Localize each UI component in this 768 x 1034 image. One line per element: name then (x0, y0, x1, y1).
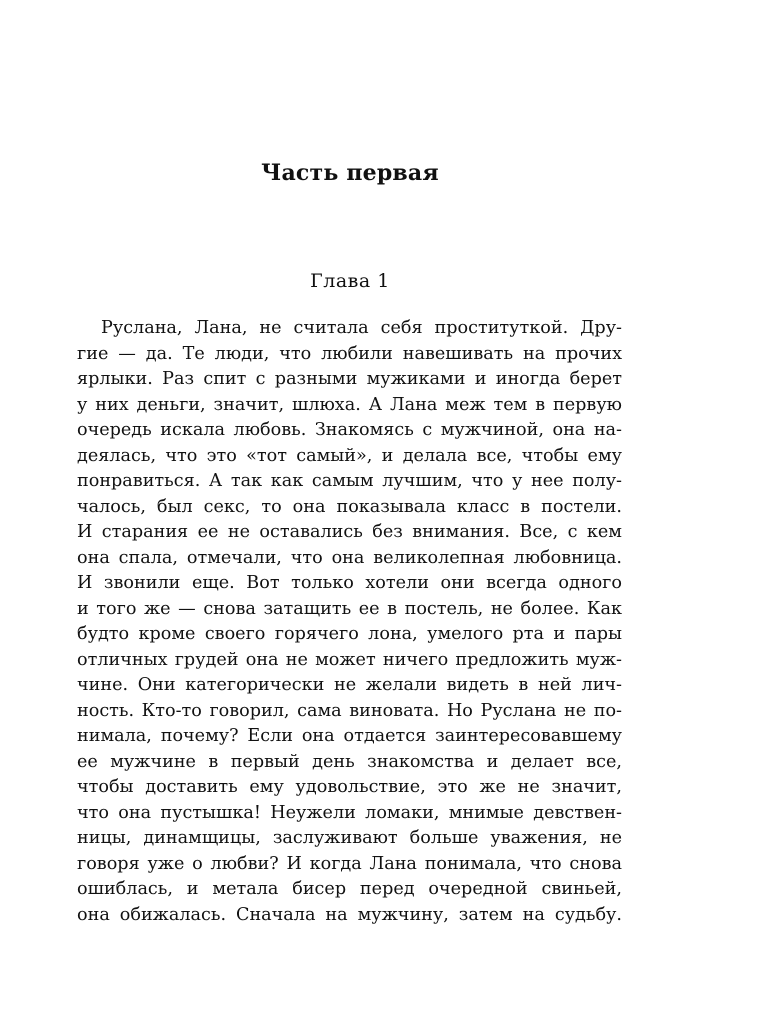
text-line: будто кроме своего горячего лона, умелого рта и пары (77, 624, 622, 644)
text-line: ность. Кто-то говорил, сама виновата. Но Руслана не по- (77, 700, 622, 721)
chapter-body-paragraph (77, 316, 622, 928)
text-line: она спала, отмечали, что она великолепная любовница. (77, 547, 622, 568)
chapter-title: Глава 1 (310, 270, 390, 292)
text-line: И старания ее не оставались без внимания. Все, с кем (77, 522, 622, 542)
text-line: гие — да. Те люди, что любили навешивать на прочих (77, 343, 622, 364)
text-line: чалось, был секс, то она показывала класс в постели. (77, 496, 622, 517)
text-line: нимала, почему? Если она отдается заинтересовавшему (77, 726, 622, 746)
text-line: ошиблась, и метала бисер перед очередной свиньей, (77, 879, 622, 899)
text-line: и того же — снова затащить ее в постель, не более. Как (77, 598, 622, 619)
text-line: очередь искала любовь. Знакомясь с мужчиной, она на- (77, 420, 622, 440)
text-line: И звонили еще. Вот только хотели они всегда одного (77, 573, 622, 593)
text-line: говоря уже о любви? И когда Лана понимала, что снова (77, 853, 622, 874)
text-line: понравиться. А так как самым лучшим, что у нее полу- (77, 471, 622, 491)
part-title: Часть первая (261, 160, 439, 186)
text-line: что она пустышка! Неужели ломаки, мнимые девствен- (77, 802, 622, 823)
text-line: чине. Они категорически не желали видеть в ней лич- (77, 675, 622, 695)
text-line: Руслана, Лана, не считала себя проституткой. Дру- (101, 318, 622, 338)
text-line: ярлыки. Раз спит с разными мужиками и иногда берет (77, 369, 622, 389)
text-line: ее мужчине в первый день знакомства и делает все, (77, 751, 622, 772)
text-line: ницы, динамщицы, заслуживают больше уважения, не (77, 828, 622, 848)
text-line: деялась, что это «тот самый», и делала все, чтобы ему (77, 445, 622, 466)
text-line: отличных грудей она не может ничего предложить муж- (77, 649, 622, 670)
text-line: у них деньги, значит, шлюха. А Лана меж тем в первую (77, 394, 622, 415)
text-line: она обижалась. Сначала на мужчину, затем на судьбу. (77, 904, 622, 925)
text-line: чтобы доставить ему удовольствие, это же не значит, (77, 777, 622, 797)
